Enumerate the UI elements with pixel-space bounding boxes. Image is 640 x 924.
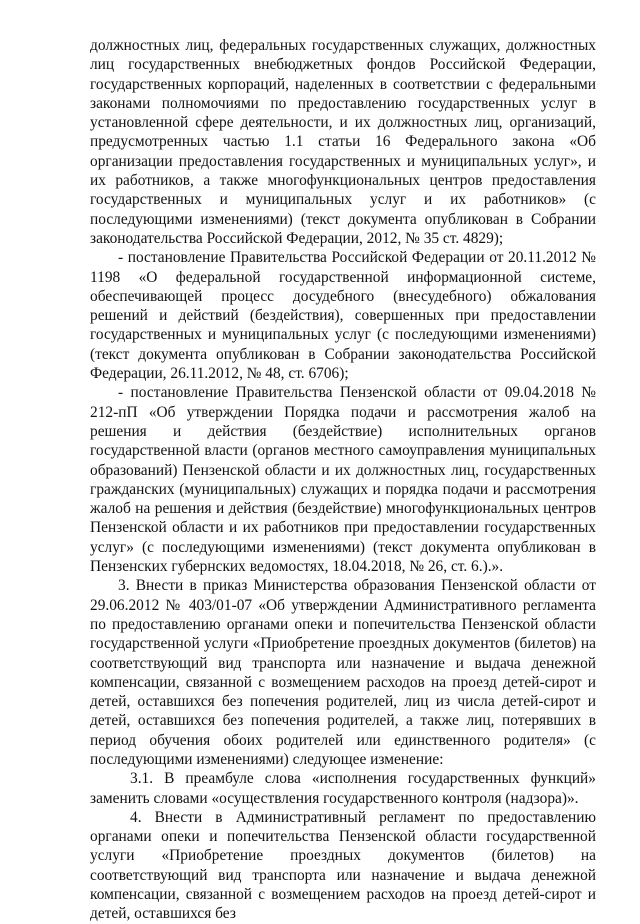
paragraph-item-3-1: 3.1. В преамбуле слова «исполнения государственных функций» заменить словами «осуществления государственного контроля (надзора)». <box>90 770 596 807</box>
paragraph-decree-1198: - постановление Правительства Российской Федерации от 20.11.2012 № 1198 «О федеральной государственной информационной системе, обеспечивающей процесс досудебного (внесудебного) обжалования решений и действий (бездействия), совершенных при предоставлении государственных и муниципальных услуг (с последующими изменениями) (текст документа опубликован в Собрании законодательства Российской Федерации, 26.11.2012, № 48, ст. 6706); <box>90 249 596 383</box>
document-page <box>90 36 596 924</box>
paragraph-decree-212: - постановление Правительства Пензенской области от 09.04.2018 № 212-пП «Об утверждении Порядка подачи и рассмотрения жалоб на решения и действия (бездействие) исполнительных органов государственной власти (органов местного самоуправления муниципальных образований) Пензенской области и их должностных лиц, государственных гражданских (муниципальных) служащих и порядка подачи и рассмотрения жалоб на решения и действия (бездействие) многофункциональных центров Пензенской области и их работников при предоставлении государственных услуг» (с последующими изменениями) (текст документа опубликован в Пензенских губернских ведомостях, 18.04.2018, № 26, ст. 6.).». <box>90 384 596 576</box>
paragraph-item-4: 4. Внести в Административный регламент по предоставлению органами опеки и попечительства Пензенской области государственной услуги «Приобретение проездных документов (билетов) на соответствующий вид транспорта или назначение и выдача денежной компенсации, связанной с возмещением расходов на проезд детей-сирот и детей, оставшихся без <box>90 808 596 923</box>
paragraph-continuation: должностных лиц, федеральных государственных служащих, должностных лиц государственных внебюджетных фондов Российской Федерации, государственных корпораций, наделенных в соответствии с федеральными законами полномочиями по предоставлению государственных услуг в установленной сфере деятельности, и их должностных лиц, организаций, предусмотренных частью 1.1 статьи 16 Федерального закона «Об организации предоставления государственных и муниципальных услуг», и их работников, а также многофункциональных центров предоставления государственных и муниципальных услуг и их работников» (с последующими изменениями) (текст документа опубликован в Собрании законодательства Российской Федерации, 2012, № 35 ст. 4829); <box>90 37 596 247</box>
paragraph-item-3: 3. Внести в приказ Министерства образования Пензенской области от 29.06.2012 № 403/01-07 «Об утверждении Административного регламента по предоставлению органами опеки и попечительства Пензенской области государственной услуги «Приобретение проездных документов (билетов) на соответствующий вид транспорта или назначение и выдача денежной компенсации, связанной с возмещением расходов на проезд детей-сирот и детей, оставшихся без попечения родителей, лиц из числа детей-сирот и детей, оставшихся без попечения родителей, а также лиц, потерявших в период обучения обоих родителей или единственного родителя» (с последующими изменениями) следующее изменение: <box>90 577 596 768</box>
